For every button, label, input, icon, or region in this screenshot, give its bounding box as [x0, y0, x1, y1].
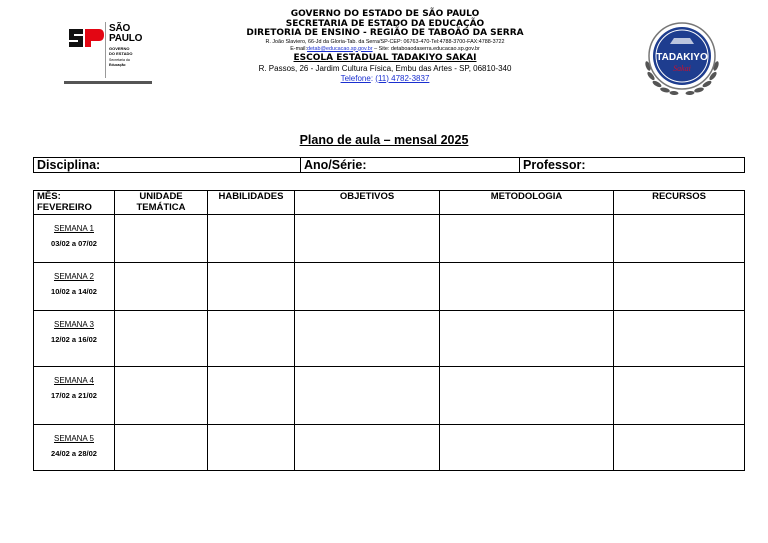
header-resources: RECURSOS — [614, 191, 745, 215]
recursos-cell[interactable] — [614, 311, 745, 367]
week-cell — [34, 263, 115, 311]
recursos-cell[interactable] — [614, 425, 745, 471]
habilidades-cell[interactable] — [208, 263, 295, 311]
week-dates: 10/02 a 14/02 — [51, 287, 97, 296]
table-row — [34, 263, 745, 311]
professor-field[interactable]: Professor: — [519, 158, 744, 172]
header-month — [34, 191, 115, 215]
table-row — [34, 311, 745, 367]
unidade-cell[interactable] — [115, 367, 208, 425]
objetivos-cell[interactable] — [295, 215, 440, 263]
week-name: SEMANA 3 — [53, 320, 94, 329]
logo-sub-line4: Educação — [109, 62, 126, 67]
logo-sub-line3: Secretaria da — [109, 58, 130, 62]
objetivos-cell[interactable] — [295, 425, 440, 471]
recursos-cell[interactable] — [614, 263, 745, 311]
school-phone: Telefone: (11) 4782-3837 — [340, 73, 430, 83]
ano-serie-field[interactable]: Ano/Série: — [300, 158, 519, 172]
objetivos-cell[interactable] — [295, 263, 440, 311]
seal-text: TADAKIYO — [656, 52, 708, 63]
week-cell — [34, 367, 115, 425]
header-contact — [228, 46, 542, 53]
habilidades-cell[interactable] — [208, 215, 295, 263]
header-thematic-unit-line1: UNIDADE — [139, 191, 183, 202]
plan-title — [0, 133, 768, 147]
week-dates: 24/02 a 28/02 — [51, 449, 97, 458]
table-header-row — [34, 191, 745, 215]
metodologia-cell[interactable] — [440, 263, 614, 311]
logo-sub-line1: GOVERNO — [109, 46, 130, 51]
email-label: E-mail: — [290, 45, 307, 52]
unidade-cell[interactable] — [115, 263, 208, 311]
site-text: – Site: detaboaodaserra.educacao.sp.gov.br — [372, 45, 480, 52]
week-cell — [34, 311, 115, 367]
logo-sub-line2: DO ESTADO — [109, 51, 133, 56]
header-address: R. João Slaviero, 66-Jd da Gloria-Tab. da Serra/SP-CEP: 06763-470-Tel:4788-3700-FAX:4788-3722 — [265, 38, 505, 45]
header-government: GOVERNO DO ESTADO DE SÃO PAULO — [290, 9, 480, 19]
plan-title-text: Plano de aula – mensal 2025 — [299, 133, 469, 147]
disciplina-field[interactable]: Disciplina: — [37, 158, 101, 172]
header-secretariat: SECRETARIA DE ESTADO DA EDUCAÇÃO — [285, 18, 485, 29]
document-header — [228, 10, 542, 84]
school-address: R. Passos, 26 - Jardim Cultura Física, Embu das Artes - SP, 06810-340 — [258, 63, 512, 73]
metodologia-cell[interactable] — [440, 367, 614, 425]
week-name: SEMANA 2 — [53, 272, 94, 281]
header-month-value: FEVEREIRO — [37, 201, 92, 213]
logo-divider — [105, 22, 106, 78]
header-directorate: DIRETORIA DE ENSINO - REGIÃO DE TABOÃO DA SERRA — [246, 28, 524, 38]
header-thematic-unit-line2: TEMÁTICA — [136, 201, 186, 213]
week-dates: 03/02 a 07/02 — [51, 239, 97, 248]
week-dates: 12/02 a 16/02 — [51, 335, 97, 344]
week-name: SEMANA 1 — [53, 224, 94, 233]
sp-logo-icon — [67, 27, 105, 49]
phone-link[interactable]: (11) 4782-3837 — [375, 73, 430, 83]
week-name: SEMANA 5 — [53, 434, 94, 443]
unidade-cell[interactable] — [115, 215, 208, 263]
recursos-cell[interactable] — [614, 367, 745, 425]
logo-underline — [64, 81, 152, 84]
email-link[interactable]: detab@educacao.sp.gov.br — [306, 45, 373, 52]
header-objectives: OBJETIVOS — [295, 191, 440, 215]
table-row — [34, 367, 745, 425]
habilidades-cell[interactable] — [208, 425, 295, 471]
unidade-cell[interactable] — [115, 311, 208, 367]
school-seal-logo — [640, 18, 724, 98]
metodologia-cell[interactable] — [440, 215, 614, 263]
header-methodology: METODOLOGIA — [440, 191, 614, 215]
logo-text — [109, 24, 151, 67]
week-cell — [34, 215, 115, 263]
header-skills: HABILIDADES — [208, 191, 295, 215]
habilidades-cell[interactable] — [208, 311, 295, 367]
metodologia-cell[interactable] — [440, 311, 614, 367]
week-dates: 17/02 a 21/02 — [51, 391, 97, 400]
header-thematic-unit — [115, 191, 208, 215]
habilidades-cell[interactable] — [208, 367, 295, 425]
seal-subtext: Sakai — [673, 64, 691, 73]
table-row — [34, 215, 745, 263]
header-month-label: MÊS: — [37, 191, 61, 202]
emblem-icon — [670, 38, 694, 44]
sao-paulo-government-logo — [64, 18, 152, 86]
metodologia-cell[interactable] — [440, 425, 614, 471]
unidade-cell[interactable] — [115, 425, 208, 471]
week-cell — [34, 425, 115, 471]
logo-name-line2: PAULO — [109, 33, 143, 44]
logo-name-line1: SÃO — [109, 23, 131, 34]
info-row — [33, 157, 745, 173]
objetivos-cell[interactable] — [295, 311, 440, 367]
lesson-plan-table — [33, 190, 745, 471]
phone-label[interactable]: Telefone — [340, 73, 371, 83]
week-name: SEMANA 4 — [53, 376, 94, 385]
recursos-cell[interactable] — [614, 215, 745, 263]
table-row — [34, 425, 745, 471]
objetivos-cell[interactable] — [295, 367, 440, 425]
school-name: ESCOLA ESTADUAL TADAKIYO SAKAI — [293, 52, 477, 63]
